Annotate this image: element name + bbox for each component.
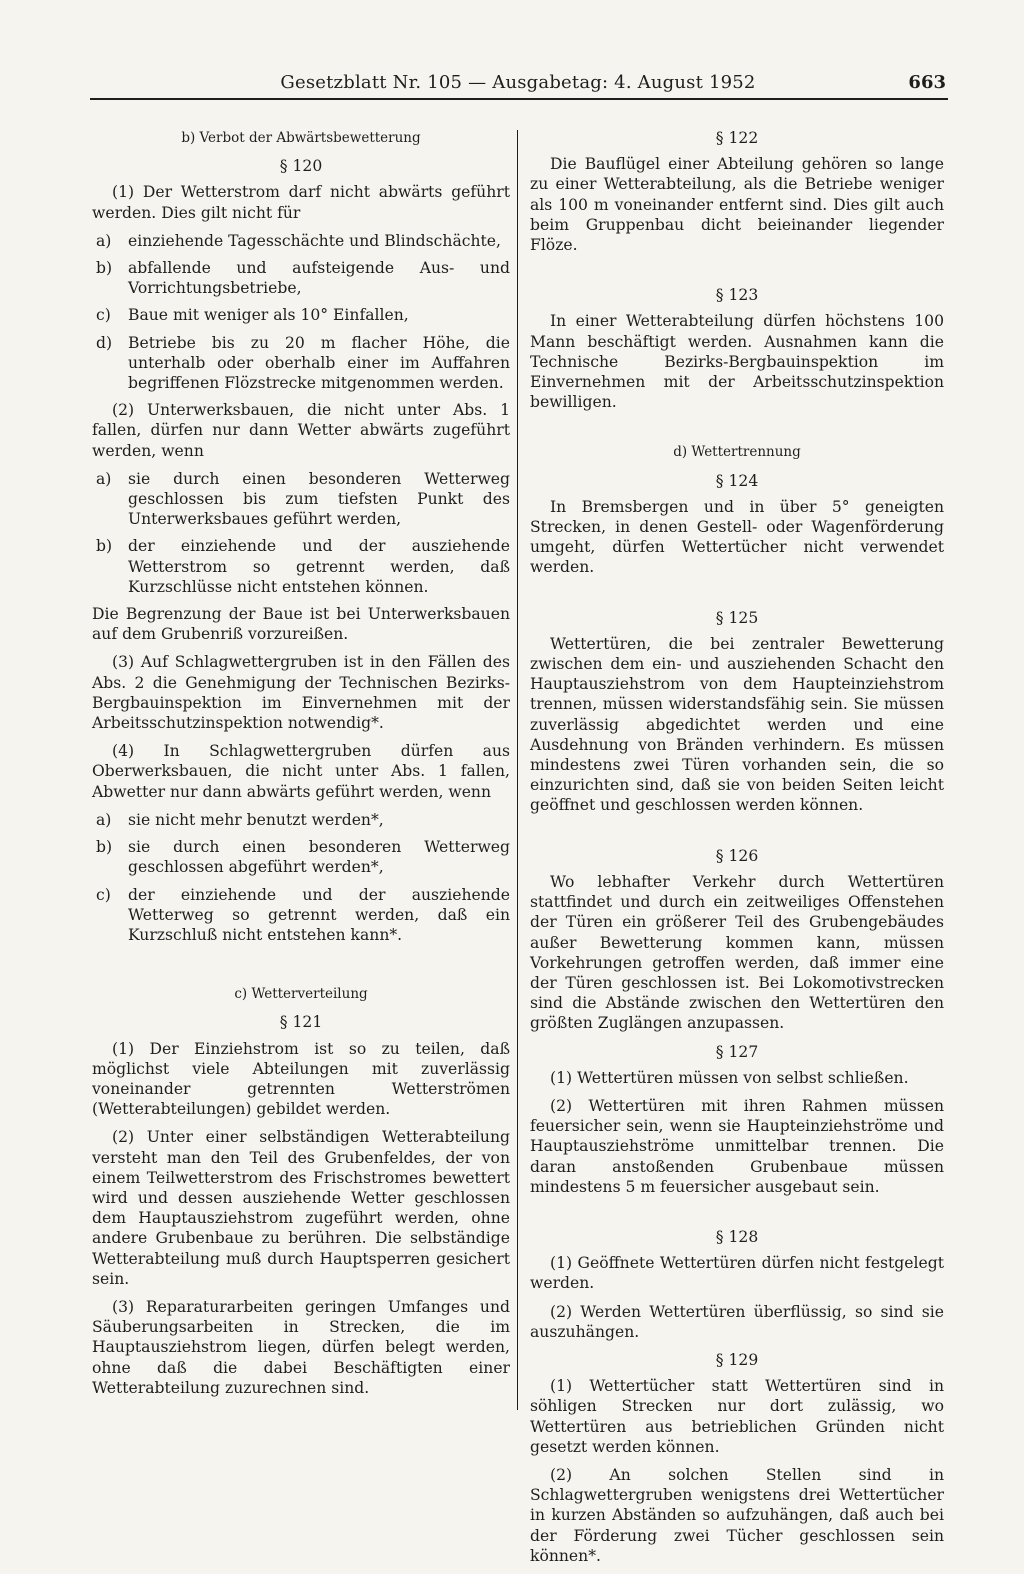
paragraph-heading-128: § 128 [715,1227,759,1246]
section-120-clause-1: (1) Der Wetterstrom darf nicht abwärts geführt werden. Dies gilt nicht für [92,183,510,222]
section-125-text: Wettertüren, die bei zentraler Bewetterung zwischen dem ein- und ausziehenden Schacht den Hauptausziehstrom von dem Haupteinziehstrom trennen, müssen widerstandsfähig sein. Sie müssen zuverlässig abgedichtet werden und eine Ausdehnung von Bränden verhindern. Es müssen mindestens zwei Türen vorhanden sein, die so einzurichten sind, daß sie von beiden Seiten leicht geöffnet und geschlossen werden können. [530,634,944,815]
section-128-clause-2: (2) Werden Wettertüren überflüssig, so sind sie auszuhängen. [530,1302,944,1341]
list-item-label: c) [96,885,111,904]
list-item-label: a) [96,469,112,488]
section-120-clause-4: (4) In Schlagwettergruben dürfen aus Oberwerksbauen, die nicht unter Abs. 1 fallen, Abwetter nur dann abwärts geführt werden, wenn [92,742,510,801]
section-120-clause-3: (3) Auf Schlagwettergruben ist in den Fällen des Abs. 2 die Genehmigung der Technischen Bezirks-Bergbauinspektion im Einvernehmen mit der Arbeitsschutzinspektion notwendig*. [92,653,510,733]
list-item [92,810,510,830]
list-item-text: abfallende und aufsteigende Aus- und Vorrichtungsbetriebe, [128,259,510,298]
list-item-text: sie durch einen besonderen Wetterweg geschlossen bis zum tiefsten Punkt des Unterwerksbaues geführt werden, [128,469,510,529]
list-item-text: Baue mit weniger als 10° Einfallen, [128,306,409,325]
paragraph-heading-129: § 129 [715,1350,759,1369]
paragraph-heading-126: § 126 [715,846,759,865]
list-item [92,305,510,325]
left-column [92,124,510,1406]
subsection-heading-b: b) Verbot der Abwärtsbewetterung [181,130,421,146]
section-128-clause-1: (1) Geöffnete Wettertüren dürfen nicht festgelegt werden. [530,1254,944,1293]
column-divider [517,130,518,1410]
section-123-text: In einer Wetterabteilung dürfen höchstens 100 Mann beschäftigt werden. Ausnahmen kann die Technische Bezirks-Bergbauinspektion im Einvernehmen mit der Arbeitsschutzinspektion bewilligen. [530,312,944,412]
list-item-label: b) [96,259,113,278]
section-124-text: In Bremsbergen und in über 5° geneigten Strecken, in denen Gestell- oder Wagenförderung umgeht, dürfen Wettertücher nicht verwendet werden. [530,497,944,577]
section-120-clause-2: (2) Unterwerksbauen, die nicht unter Abs. 1 fallen, dürfen nur dann Wetter abwärts zugeführt werden, wenn [92,401,510,460]
section-121-clause-1: (1) Der Einziehstrom ist so zu teilen, daß möglichst viele Abteilungen mit zuverlässig voneinander getrennten Wetterströmen (Wetterabteilungen) gebildet werden. [92,1039,510,1119]
list-item [92,231,510,251]
section-129-clause-2: (2) An solchen Stellen sind in Schlagwettergruben wenigstens drei Wettertücher in kurzen Abständen so aufzuhängen, daß auch bei der Förderung zwei Tücher geschlossen sein können*. [530,1465,944,1565]
list-item [92,536,510,597]
list-item [92,885,510,946]
list-item-text: Betriebe bis zu 20 m flacher Höhe, die unterhalb oder oberhalb einer im Auffahren begriffenen Flözstrecke mitgenommen werden. [128,333,510,393]
list-item-label: b) [96,838,113,857]
section-129-clause-1: (1) Wettertücher statt Wettertüren sind in söhligen Strecken nur dort zulässig, wo Wettertüren aus betrieblichen Gründen nicht gesetzt werden können. [530,1377,944,1456]
paragraph-heading-124: § 124 [715,471,759,490]
subsection-heading-d: d) Wettertrennung [673,444,801,461]
list-item-text: sie durch einen besonderen Wetterweg geschlossen abgeführt werden*, [128,838,510,877]
list-item-label: a) [96,231,112,250]
section-127-clause-2: (2) Wettertüren mit ihren Rahmen müssen feuersicher sein, wenn sie Haupteinziehströme und Hauptausziehströme unmittelbar trennen. Die daran anstoßenden Grubenbaue müssen mindestens 5 m feuersicher ausgebaut sein. [530,1096,944,1196]
list-item [92,837,510,877]
section-121-clause-2: (2) Unter einer selbständigen Wetterabteilung versteht man den Teil des Grubenfeldes, der von einem Teilwetterstrom des Frischstromes bewettert wird und dessen ausziehende Wetter geschlossen dem Hauptausziehstrom zugeführt werden, ohne andere Grubenbaue zu berühren. Die selbständige Wetterabteilung muß durch Hauptsperren gesichert sein. [92,1128,510,1288]
list-item-label: b) [96,537,113,556]
list-item-text: der einziehende und der ausziehende Wetterweg so getrennt werden, daß ein Kurzschluß nicht entstehen kann*. [128,885,510,944]
section-120-clause-2-note: Die Begrenzung der Baue ist bei Unterwerksbauen auf dem Grubenriß vorzureißen. [92,605,510,644]
page-header-title: Gesetzblatt Nr. 105 — Ausgabetag: 4. August 1952 [280,72,756,93]
paragraph-heading-125: § 125 [715,608,759,627]
paragraph-heading-123: § 123 [715,286,759,305]
list-item-text: der einziehende und der ausziehende Wetterstrom so getrennt werden, daß Kurzschlüsse nicht entstehen können. [128,537,510,596]
list-item-text: sie nicht mehr benutzt werden*, [128,810,384,829]
section-122-text: Die Bauflügel einer Abteilung gehören so lange zu einer Wetterabteilung, als die Betriebe weniger als 100 m voneinander entfernt sind. Dies gilt auch beim Gruppenbau dicht beieinander liegender Flöze. [530,155,944,255]
page-number: 663 [908,72,946,93]
list-item-text: einziehende Tagesschächte und Blindschächte, [128,231,501,250]
right-column [530,124,944,1574]
header-rule [90,98,948,100]
list-item-label: a) [96,810,112,829]
subsection-heading-c: c) Wetterverteilung [234,986,368,1003]
list-item-label: d) [96,333,113,352]
list-item [92,333,510,394]
section-126-text: Wo lebhafter Verkehr durch Wettertüren stattfindet und durch ein zeitweiliges Offenstehen der Türen ein größerer Teil des Grubengebäudes außer Bewetterung kommen kann, müssen Vorkehrungen getroffen werden, daß immer eine der Türen geschlossen ist. Bei Lokomotivstrecken sind die Abstände zwischen den Wettertüren den größten Zuglängen anzupassen. [530,872,944,1033]
list-item-label: c) [96,306,111,325]
section-121-clause-3: (3) Reparaturarbeiten geringen Umfanges und Säuberungsarbeiten in Strecken, die im Hauptausziehstrom liegen, dürfen belegt werden, ohne daß die dabei Beschäftigten einer Wetterabteilung zuzurechnen sind. [92,1297,510,1397]
section-127-clause-1: (1) Wettertüren müssen von selbst schließen. [550,1068,909,1087]
paragraph-heading-127: § 127 [715,1042,759,1061]
paragraph-heading-121: § 121 [279,1013,323,1032]
paragraph-heading-122: § 122 [715,129,759,147]
list-item [92,258,510,298]
list-item [92,469,510,530]
paragraph-heading-120: § 120 [279,157,323,176]
